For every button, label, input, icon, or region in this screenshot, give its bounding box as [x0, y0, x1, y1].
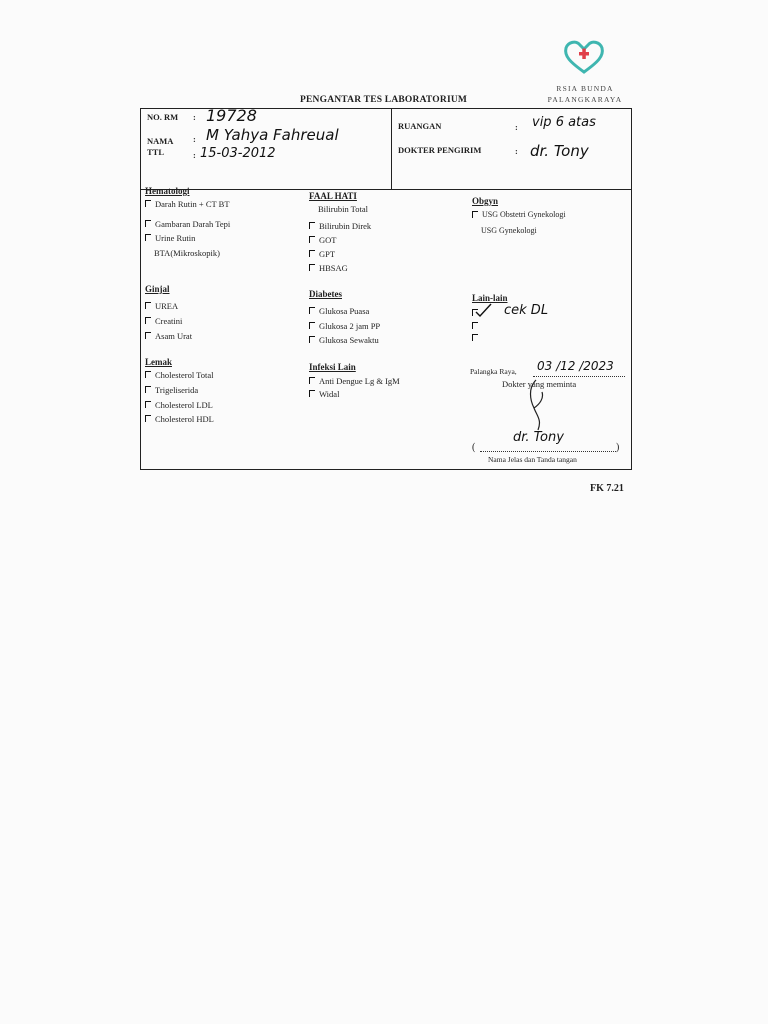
checkbox-icon[interactable]: [309, 377, 315, 384]
checkbox-anti-dengue[interactable]: [309, 376, 400, 386]
checkbox-icon[interactable]: [309, 390, 315, 397]
ruangan-label: RUANGAN: [398, 121, 442, 131]
form-title: PENGANTAR TES LABORATORIUM: [300, 95, 468, 105]
checkbox-icon[interactable]: [309, 264, 315, 271]
checkbox-icon[interactable]: [145, 220, 151, 227]
ttl-label: TTL: [147, 147, 165, 157]
checkbox-hdl[interactable]: [145, 414, 214, 424]
item-label: Cholesterol HDL: [155, 414, 214, 424]
brand-line-2: PALANGKARAYA: [547, 95, 623, 104]
checkbox-asam-urat[interactable]: [145, 331, 192, 341]
ruangan-value[interactable]: vip 6 atas: [532, 115, 596, 130]
colon: :: [193, 134, 196, 144]
checkbox-creatini[interactable]: [145, 316, 182, 326]
checkbox-icon[interactable]: [309, 336, 315, 343]
checkbox-trigeliserida[interactable]: [145, 385, 198, 395]
checkbox-icon[interactable]: [145, 386, 151, 393]
checkbox-cholesterol-total[interactable]: [145, 370, 214, 380]
item-label: GPT: [319, 249, 336, 259]
checkbox-icon[interactable]: [472, 211, 478, 218]
checkbox-ldl[interactable]: [145, 400, 213, 410]
checkbox-bilirubin-direk[interactable]: [309, 221, 371, 231]
checkbox-icon[interactable]: [145, 401, 151, 408]
form-number: FK 7.21: [590, 483, 624, 494]
checkbox-glukosa-sewaktu[interactable]: [309, 335, 379, 345]
checkbox-icon[interactable]: [309, 222, 315, 229]
signature-name[interactable]: dr. Tony: [513, 430, 564, 445]
checkbox-icon[interactable]: [145, 371, 151, 378]
checkbox-lain-3[interactable]: [472, 333, 482, 341]
checkbox-icon[interactable]: [472, 322, 478, 329]
item-label: USG Gynekologi: [481, 226, 537, 235]
checkbox-gambaran-darah[interactable]: [145, 219, 230, 229]
hospital-name: [520, 83, 650, 105]
ttl-value[interactable]: 15-03-2012: [200, 146, 276, 161]
checkbox-hbsag[interactable]: [309, 263, 348, 273]
item-label: Cholesterol Total: [155, 370, 214, 380]
dokter-pengirim-label: DOKTER PENGIRIM: [398, 145, 482, 155]
item-label: Anti Dengue Lg & IgM: [319, 376, 400, 386]
item-label: Trigeliserida: [155, 385, 199, 395]
checkbox-icon[interactable]: [309, 307, 315, 314]
paren-close: ): [616, 442, 620, 453]
section-lain-lain: Lain-lain: [472, 293, 508, 303]
item-label: Glukosa 2 jam PP: [319, 321, 381, 331]
checkbox-icon[interactable]: [145, 302, 151, 309]
item-label: Glukosa Puasa: [319, 306, 370, 316]
dokter-pengirim-value[interactable]: dr. Tony: [530, 142, 589, 160]
colon: :: [515, 146, 518, 156]
item-label: GOT: [319, 235, 337, 245]
checkbox-widal[interactable]: [309, 389, 339, 399]
item-label: BTA(Mikroskopik): [154, 248, 220, 258]
checkbox-icon[interactable]: [309, 236, 315, 243]
checkbox-got[interactable]: [309, 235, 336, 245]
signature-scribble: [524, 378, 554, 432]
checkbox-glukosa-2jam[interactable]: [309, 321, 380, 331]
section-faal-hati: FAAL HATI: [309, 191, 357, 201]
section-hematologi: Hematologi: [145, 186, 190, 196]
item-label: UREA: [155, 301, 179, 311]
checkbox-gpt[interactable]: [309, 249, 335, 259]
item-label: HBSAG: [319, 263, 348, 273]
colon: :: [193, 112, 196, 122]
item-label: Asam Urat: [155, 331, 193, 341]
checkbox-icon[interactable]: [309, 322, 315, 329]
checkbox-icon[interactable]: [145, 332, 151, 339]
nama-label: NAMA: [147, 136, 174, 146]
item-label: Urine Rutin: [155, 233, 196, 243]
paren-open: (: [472, 442, 476, 453]
lain-lain-handwritten[interactable]: cek DL: [504, 303, 549, 318]
signature-line: [480, 451, 616, 452]
checkbox-icon[interactable]: [472, 334, 478, 341]
no-rm-value[interactable]: 19728: [206, 106, 257, 125]
item-label: Bilirubin Total: [318, 204, 369, 214]
checkbox-icon[interactable]: [309, 250, 315, 257]
section-lemak: Lemak: [145, 357, 172, 367]
name-caption: Nama Jelas dan Tanda tangan: [488, 455, 577, 464]
date-line: [533, 376, 625, 377]
checkbox-glukosa-puasa[interactable]: [309, 306, 369, 316]
item-label: Cholesterol LDL: [155, 400, 213, 410]
check-mark-icon: [474, 303, 492, 317]
section-ginjal: Ginjal: [145, 284, 170, 294]
checkbox-icon[interactable]: [145, 317, 151, 324]
header-divider: [391, 109, 392, 189]
checkbox-usg-gynekologi[interactable]: [472, 226, 537, 235]
hospital-logo-icon: [560, 38, 608, 76]
checkbox-icon[interactable]: [145, 234, 151, 241]
checkbox-darah-rutin[interactable]: [145, 199, 230, 209]
checkbox-bilirubin-total[interactable]: [309, 204, 368, 214]
item-label: Glukosa Sewaktu: [319, 335, 379, 345]
checkbox-urea[interactable]: [145, 301, 178, 311]
date-value[interactable]: 03 /12 /2023: [537, 359, 614, 373]
item-label: Gambaran Darah Tepi: [155, 219, 231, 229]
doctor-request-label: Dokter yang meminta: [502, 379, 577, 389]
item-label: Widal: [319, 389, 340, 399]
no-rm-label: NO. RM: [147, 112, 179, 122]
place-label: Palangka Raya,: [470, 367, 517, 376]
section-infeksi-lain: Infeksi Lain: [309, 362, 356, 372]
section-diabetes: Diabetes: [309, 289, 342, 299]
checkbox-icon[interactable]: [145, 415, 151, 422]
checkbox-bta[interactable]: [145, 248, 220, 258]
nama-value[interactable]: M Yahya Fahreual: [206, 126, 339, 144]
colon: :: [193, 150, 196, 160]
checkbox-urine-rutin[interactable]: [145, 233, 195, 243]
colon: :: [515, 122, 518, 132]
item-label: Bilirubin Direk: [319, 221, 372, 231]
checkbox-icon[interactable]: [145, 200, 151, 207]
section-obgyn: Obgyn: [472, 196, 499, 206]
item-label: Creatini: [155, 316, 183, 326]
checkbox-lain-2[interactable]: [472, 321, 482, 329]
item-label: USG Obstetri Gynekologi: [482, 210, 566, 219]
brand-line-1: RSIA BUNDA: [556, 84, 614, 93]
checkbox-usg-obstetri[interactable]: [472, 210, 566, 219]
item-label: Darah Rutin + CT BT: [155, 199, 230, 209]
